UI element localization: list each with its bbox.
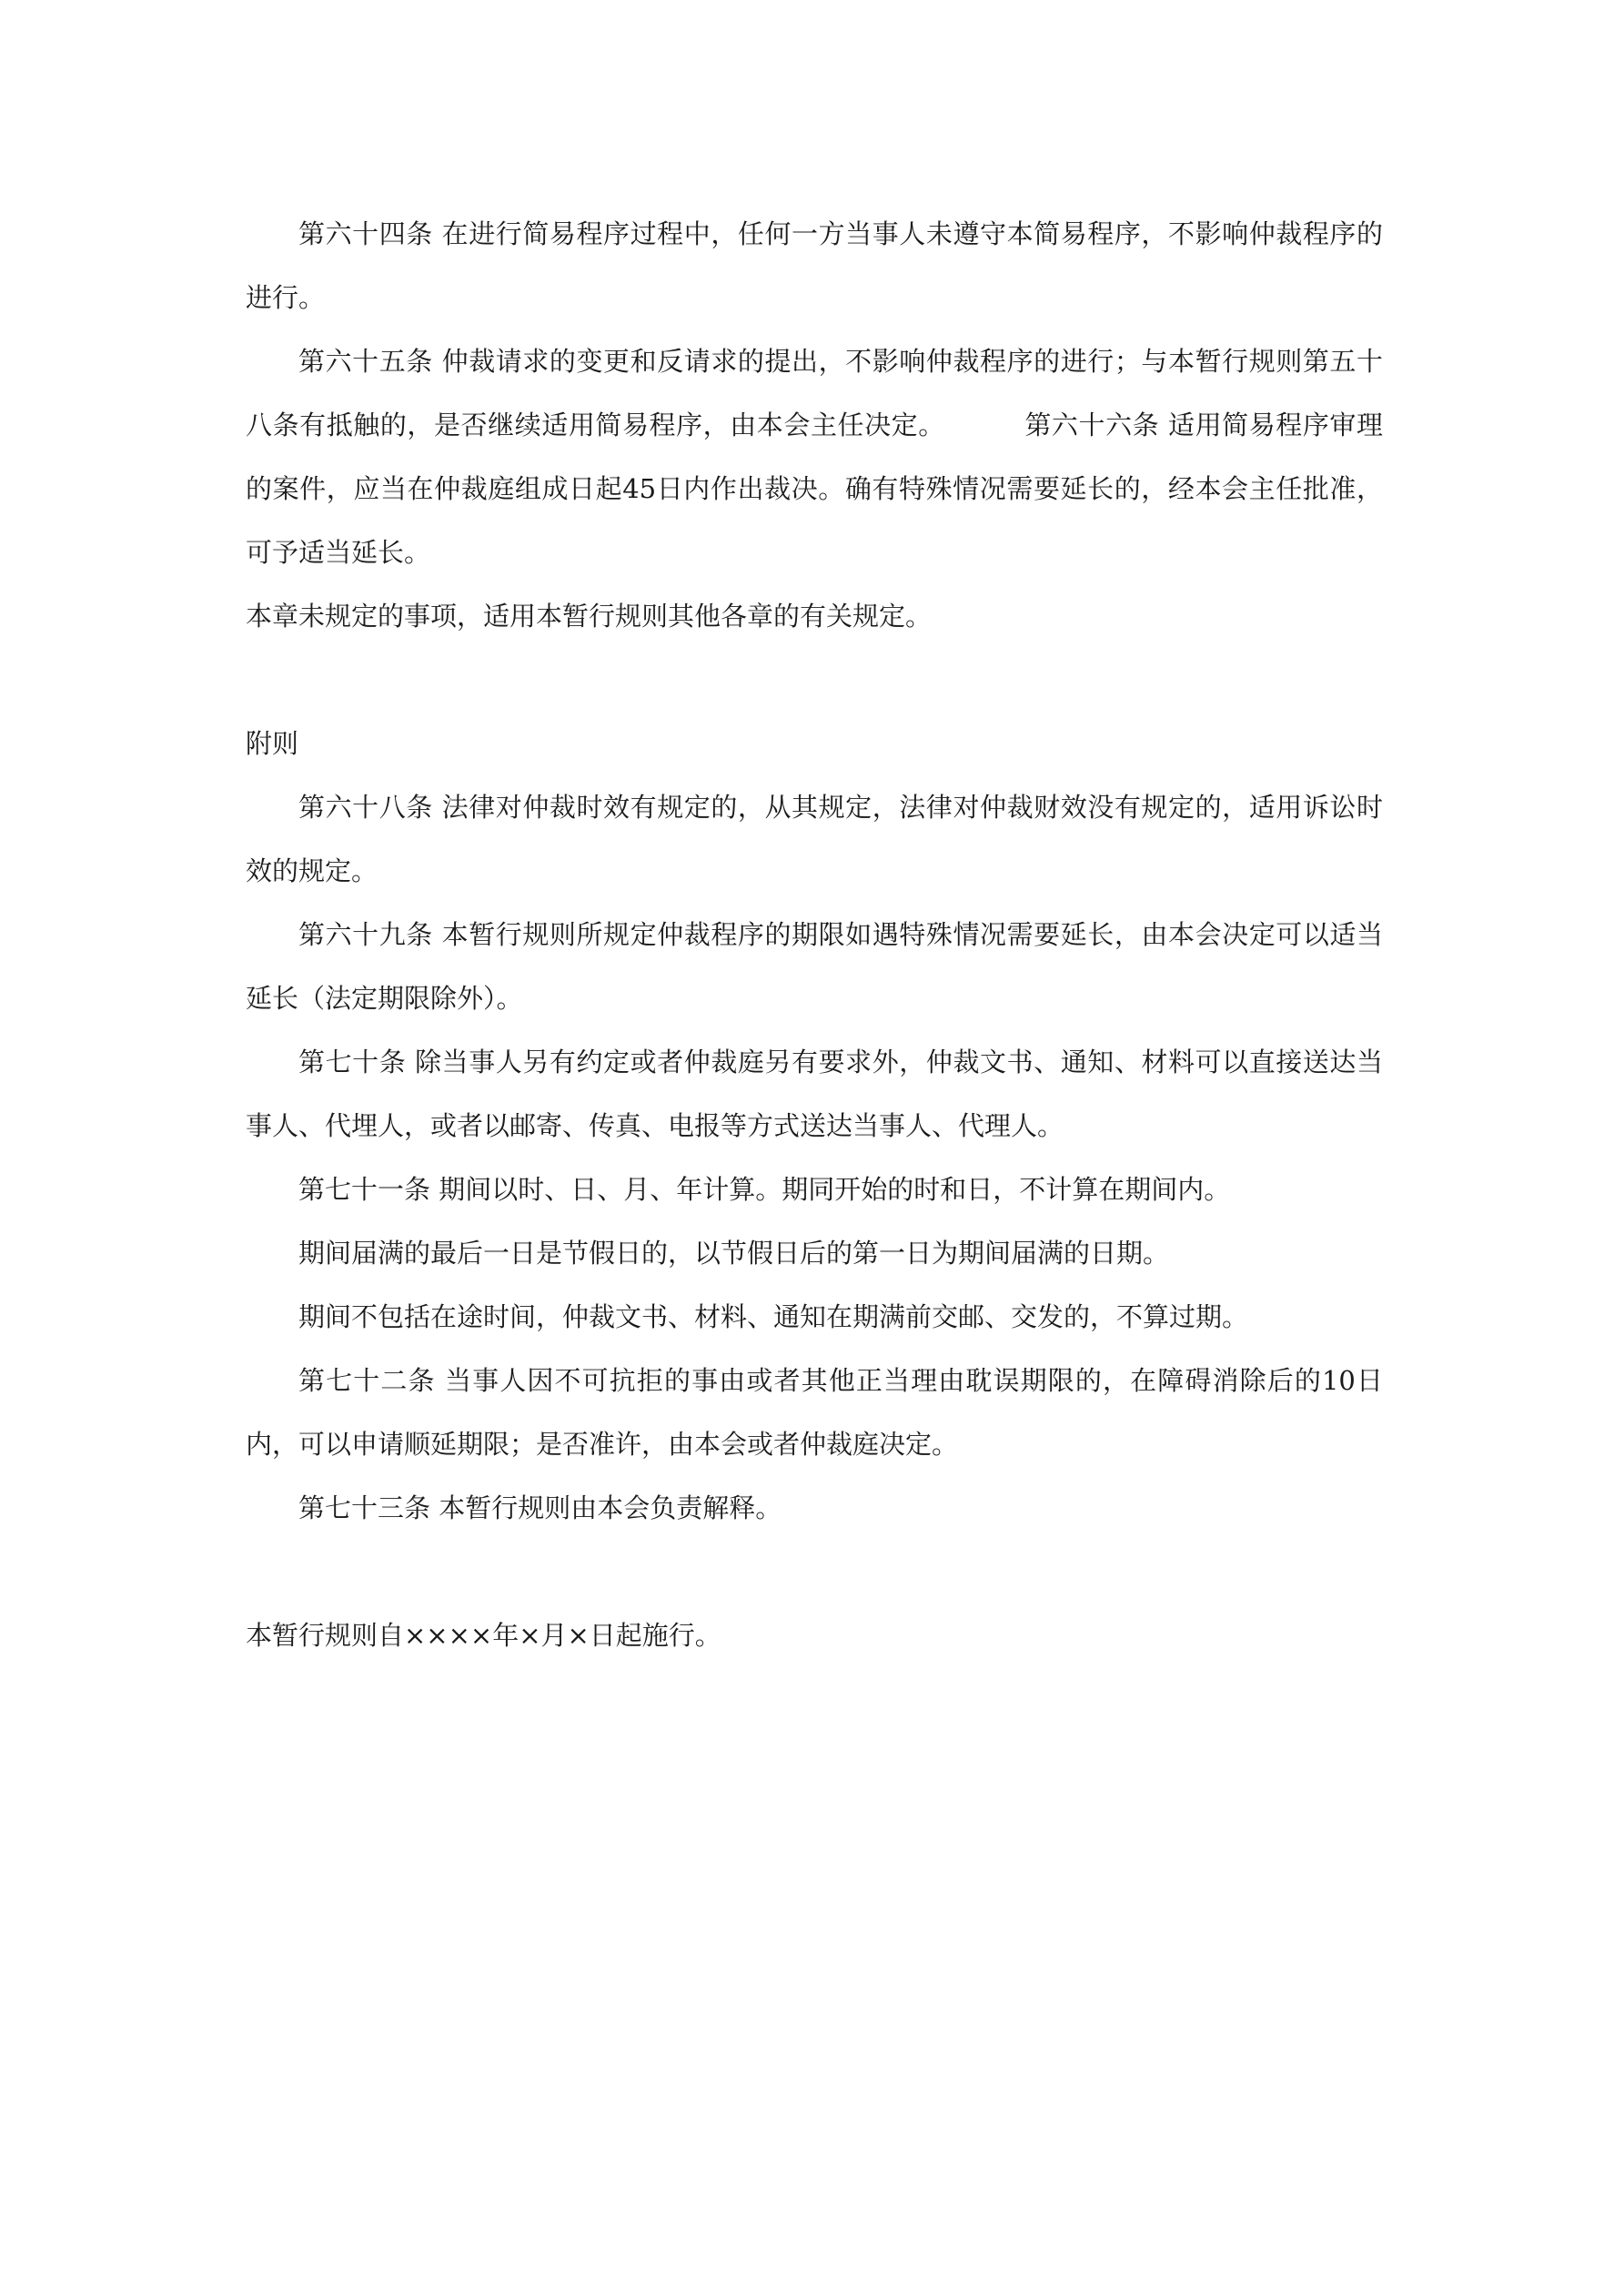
article-66: 第六十六条 适用简易程序审理的案件，应当在仲裁庭组成日起45日内作出裁决。确有特殊情况需要延长的，经本会主任批准，可予适当延长。: [246, 410, 1383, 568]
article-71-paragraph-2: 期间届满的最后一日是节假日的，以节假日后的第一日为期间届满的日期。: [298, 1238, 1170, 1269]
spacer: [246, 648, 1383, 712]
supplementary-heading: 附则: [246, 728, 299, 759]
chapter-closing-note: 本章未规定的事项，适用本暂行规则其他各章的有关规定。: [246, 601, 933, 632]
article-73: 第七十三条 本暂行规则由本会负责解释。: [298, 1492, 782, 1523]
article-72: 第七十二条 当事人因不可抗拒的事由或者其他正当理由耽误期限的，在障碍消除后的10日内，可以申请顺延期限；是否准许，由本会或者仲裁庭决定。: [246, 1365, 1383, 1460]
article-69: 第六十九条 本暂行规则所规定仲裁程序的期限如遇特殊情况需要延长，由本会决定可以适当延长（法定期限除外）。: [246, 919, 1383, 1014]
article-64: 第六十四条 在进行简易程序过程中，任何一方当事人未遵守本简易程序，不影响仲裁程序的进行。: [246, 218, 1383, 313]
article-71-paragraph-3: 期间不包括在途时间，仲裁文书、材料、通知在期满前交邮、交发的，不算过期。: [298, 1301, 1249, 1332]
article-71: 第七十一条 期间以时、日、月、年计算。期同开始的时和日，不计算在期间内。: [298, 1174, 1231, 1205]
article-65-66: [246, 329, 1383, 584]
article-65: 第六十五条 仲裁请求的变更和反请求的提出，不影响仲裁程序的进行；与本暂行规则第五十八条有抵触的，是否继续适用简易程序，由本会主任决定。: [246, 346, 1383, 440]
document-page: [246, 202, 1383, 1667]
spacer: [246, 1540, 1383, 1603]
article-70: 第七十条 除当事人另有约定或者仲裁庭另有要求外，仲裁文书、通知、材料可以直接送达当事人、代埋人，或者以邮寄、传真、电报等方式送达当事人、代理人。: [246, 1047, 1383, 1141]
article-68: 第六十八条 法律对仲裁时效有规定的，从其规定，法律对仲裁财效没有规定的，适用诉讼时效的规定。: [246, 792, 1383, 886]
effective-date-statement: 本暂行规则自××××年×月×日起施行。: [246, 1620, 721, 1651]
